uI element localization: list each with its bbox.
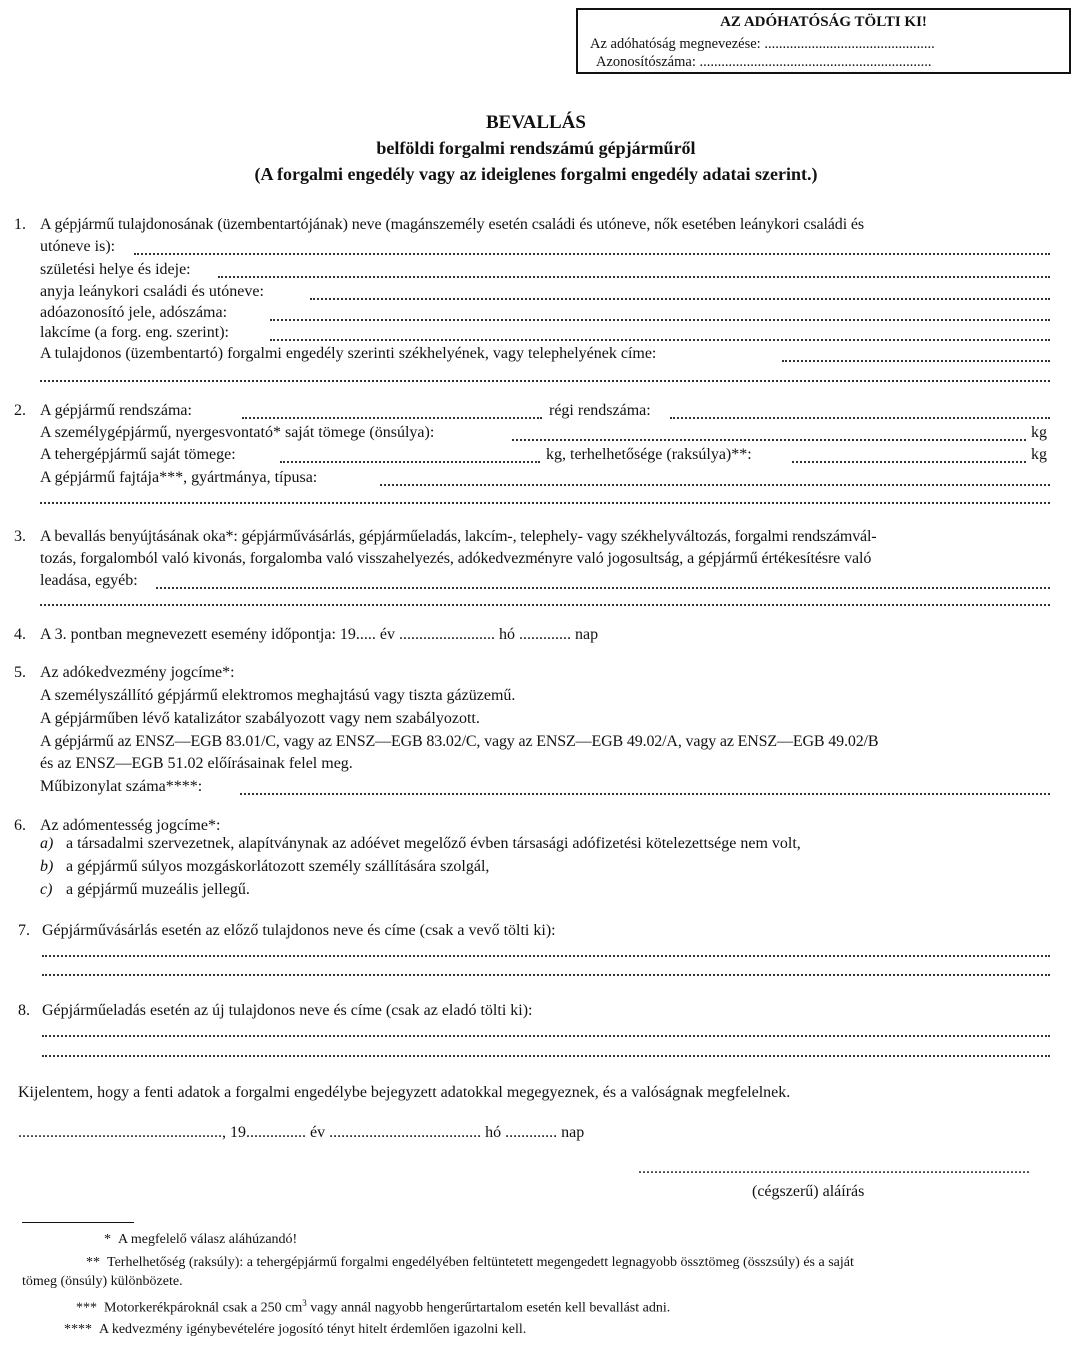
vehicle-type-field-cont[interactable] (40, 502, 1050, 504)
section-3-number: 3. (14, 528, 26, 545)
car-weight-unit: kg (1031, 424, 1047, 441)
mother-name-field[interactable] (310, 298, 1050, 300)
payload-unit: kg (1031, 446, 1047, 463)
footnote-text: A kedvezmény igénybevételére jogosító tényt hitelt érdemlően igazolni kell. (99, 1322, 527, 1337)
exemption-heading: Az adómentesség jogcíme*: (40, 817, 221, 834)
declaration-text: Kijelentem, hogy a fenti adatok a forgalmi engedélybe bejegyzett adatokkal megegyeznek, és a valóságnak megfelelnek. (18, 1084, 791, 1101)
authority-heading: AZ ADÓHATÓSÁG TÖLTI KI! (720, 14, 927, 30)
payload-field[interactable] (792, 461, 1026, 463)
footnote-divider (22, 1222, 134, 1223)
authority-id-field[interactable] (596, 54, 932, 71)
footnote-mark: *** (76, 1300, 97, 1316)
footnote-2-cont: tömeg (önsúly) különbözete. (22, 1274, 183, 1289)
mother-name-label: anyja leánykori családi és utóneve: (40, 283, 264, 300)
page-title-note: (A forgalmi engedély vagy az ideiglenes forgalmi engedély adatai szerint.) (254, 164, 818, 184)
vehicle-type-label: A gépjármű fajtája***, gyártmánya, típusa: (40, 469, 318, 486)
section-7-number: 7. (18, 922, 30, 939)
exemption-option-b[interactable] (40, 858, 489, 876)
section-2-number: 2. (14, 402, 26, 419)
previous-owner-label: Gépjárművásárlás esetén az előző tulajdonos neve és címe (csak a vevő tölti ki): (42, 922, 556, 939)
seat-field[interactable] (782, 360, 1050, 362)
section-4-number: 4. (14, 626, 26, 643)
exemption-option-c[interactable] (40, 881, 250, 899)
payload-label: kg, terhelhetősége (raksúlya)**: (546, 446, 752, 463)
reason-line-1[interactable]: A bevallás benyújtásának oka*: gépjárművásárlás, gépjárműeladás, lakcím-, telephely- vagy székhelyváltozás, forgalmi rendszámvál- (40, 528, 877, 545)
authority-box (576, 8, 1071, 74)
discount-option-ensz-cont: és az ENSZ—EGB 51.02 előírásainak felel meg. (40, 755, 353, 772)
seat-label: A tulajdonos (üzembentartó) forgalmi engedély szerinti székhelyének, vagy telephelyének címe: (40, 345, 657, 362)
address-label: lakcíme (a forg. eng. szerint): (40, 324, 229, 341)
new-owner-field[interactable] (42, 1035, 1050, 1037)
section-1-owner-label-cont: utóneve is): (40, 238, 116, 255)
authority-id-dots: ................................................................ (699, 54, 932, 70)
footnote-3 (76, 1298, 670, 1317)
certificate-label: Műbizonylat száma****: (40, 778, 203, 795)
certificate-field[interactable] (240, 793, 1050, 795)
exemption-text: a társadalmi szervezetnek, alapítványnak az adóévet megelőző évben társasági adófizetési kötelezettsége nem volt, (66, 835, 801, 852)
car-weight-field[interactable] (512, 439, 1026, 441)
tax-id-label: adóazonosító jele, adószáma: (40, 304, 228, 321)
footnote-superscript: 3 (302, 1298, 307, 1308)
declaration-date-field[interactable]: ..................................................., 19............... év ...................................... hó ............. nap (18, 1124, 585, 1141)
authority-name-field[interactable] (590, 36, 935, 53)
footnote-text: Motorkerékpároknál csak a 250 cm (104, 1300, 303, 1316)
section-8-number: 8. (18, 1002, 30, 1019)
footnote-mark: ** (86, 1255, 100, 1270)
new-owner-label: Gépjárműeladás esetén az új tulajdonos neve és címe (csak az eladó tölti ki): (42, 1002, 533, 1019)
address-field[interactable] (270, 339, 1050, 341)
truck-weight-label: A tehergépjármű saját tömege: (40, 446, 236, 463)
discount-option-catalyst[interactable]: A gépjárműben lévő katalizátor szabályozott vagy nem szabályozott. (40, 710, 480, 727)
exemption-text: a gépjármű muzeális jellegű. (66, 881, 250, 898)
old-plate-label: régi rendszáma: (549, 402, 651, 419)
discount-option-electric[interactable]: A személyszállító gépjármű elektromos meghajtású vagy tiszta gázüzemű. (40, 687, 516, 704)
footnote-4 (64, 1322, 526, 1338)
exemption-option-a[interactable] (40, 835, 801, 853)
reason-line-3[interactable]: leadása, egyéb: (40, 572, 138, 589)
section-1-owner-label: A gépjármű tulajdonosának (üzembentartójának) neve (magánszemély esetén családi és utóneve, nők esetében leánykori családi és (40, 216, 865, 233)
section-1-number: 1. (14, 216, 26, 233)
tax-id-field[interactable] (270, 319, 1050, 321)
plate-label: A gépjármű rendszáma: (40, 402, 192, 419)
exemption-text: a gépjármű súlyos mozgáskorlátozott személy szállítására szolgál, (66, 858, 490, 875)
footnote-mark: **** (64, 1322, 92, 1337)
old-plate-field[interactable] (670, 417, 1050, 419)
new-owner-field-cont[interactable] (42, 1055, 1050, 1057)
plate-field[interactable] (242, 417, 542, 419)
reason-other-field-cont[interactable] (40, 604, 1050, 606)
exemption-letter: a) (40, 835, 54, 852)
page-title: BEVALLÁS (486, 112, 586, 133)
footnote-text-cont: vagy annál nagyobb hengerűrtartalom esetén kell bevallást adni. (310, 1300, 671, 1316)
truck-weight-field[interactable] (280, 461, 540, 463)
birth-label: születési helye és ideje: (40, 261, 191, 278)
exemption-letter: b) (40, 858, 54, 875)
authority-name-dots: ............................................... (764, 36, 935, 52)
reason-line-2[interactable]: tozás, forgalomból való kivonás, forgalomba való visszahelyezés, adókedvezményre való jogosultság, a gépjármű értékesítésre való (40, 550, 872, 567)
seat-field-cont[interactable] (40, 380, 1050, 382)
authority-name-label: Az adóhatóság megnevezése: (590, 36, 761, 52)
owner-name-field[interactable] (134, 253, 1050, 255)
reason-other-field[interactable] (156, 587, 1050, 589)
footnote-mark: * (104, 1232, 111, 1247)
authority-id-label: Azonosítószáma: (596, 54, 696, 70)
discount-option-ensz[interactable]: A gépjármű az ENSZ—EGB 83.01/C, vagy az ENSZ—EGB 83.02/C, vagy az ENSZ—EGB 49.02/A, vagy az ENSZ—EGB 49.02/B (40, 733, 879, 750)
discount-heading: Az adókedvezmény jogcíme*: (40, 664, 235, 681)
section-6-number: 6. (14, 817, 26, 834)
car-weight-label: A személygépjármű, nyergesvontató* saját tömege (önsúlya): (40, 424, 435, 441)
footnote-text: Terhelhetőség (raksúly): a tehergépjármű forgalmi engedélyében feltüntetett megengedett legnagyobb össztömeg (összsúly) és a saját (107, 1255, 854, 1270)
page-subtitle: belföldi forgalmi rendszámú gépjárműről (376, 138, 696, 158)
footnote-2 (86, 1255, 854, 1271)
footnote-text: A megfelelő válasz aláhúzandó! (118, 1232, 298, 1247)
section-5-number: 5. (14, 664, 26, 681)
signature-field[interactable]: .................................................................................................. (638, 1160, 1030, 1177)
footnote-1 (104, 1232, 297, 1248)
exemption-letter: c) (40, 881, 53, 898)
previous-owner-field[interactable] (42, 955, 1050, 957)
event-date-field[interactable]: A 3. pontban megnevezett esemény időpontja: 19..... év ........................ hó ............. nap (40, 626, 599, 643)
signature-label: (cégszerű) aláírás (752, 1183, 865, 1200)
previous-owner-field-cont[interactable] (42, 974, 1050, 976)
vehicle-type-field[interactable] (380, 484, 1050, 486)
birth-field[interactable] (218, 276, 1050, 278)
